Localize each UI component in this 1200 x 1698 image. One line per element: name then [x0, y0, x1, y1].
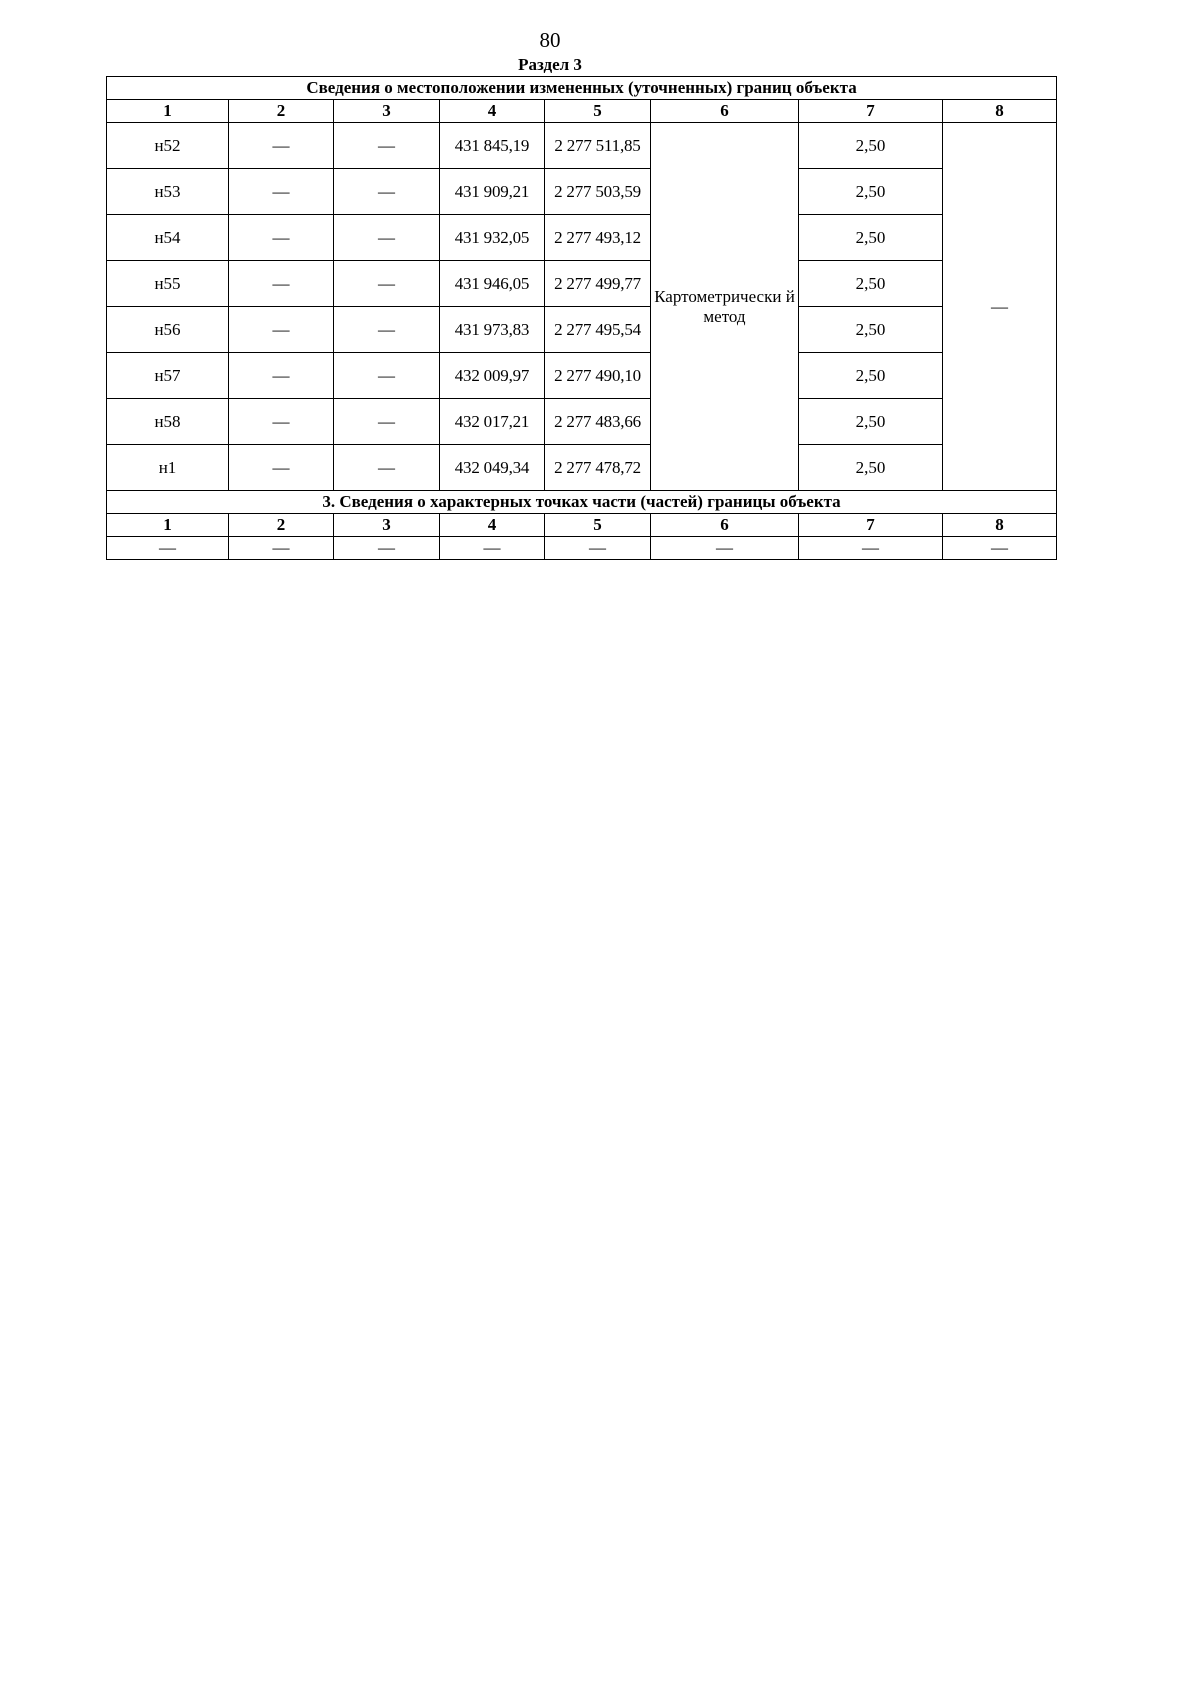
coordinate-y: 2 277 511,85 — [545, 123, 651, 169]
coordinate-x: 431 932,05 — [440, 215, 545, 261]
accuracy-value: 2,50 — [799, 169, 943, 215]
point-name: н57 — [107, 353, 229, 399]
accuracy-value: 2,50 — [799, 353, 943, 399]
point-name: н56 — [107, 307, 229, 353]
method-cell: Картометрически й метод — [651, 123, 799, 491]
point-name: н53 — [107, 169, 229, 215]
coordinate-y: 2 277 483,66 — [545, 399, 651, 445]
coordinate-y: 2 277 503,59 — [545, 169, 651, 215]
cell-dash: — — [229, 353, 334, 399]
subsection-row — [107, 537, 1057, 560]
cell-dash: — — [334, 215, 440, 261]
column-number: 7 — [799, 514, 943, 537]
table-row — [107, 399, 1057, 445]
column-number: 1 — [107, 514, 229, 537]
column-number: 3 — [334, 514, 440, 537]
page-number: 80 — [539, 28, 561, 52]
table-row — [107, 123, 1057, 169]
cell-dash: — — [229, 215, 334, 261]
column-number: 6 — [651, 100, 799, 123]
table-row — [107, 261, 1057, 307]
cell-dash: — — [107, 537, 229, 560]
column-number: 2 — [229, 100, 334, 123]
coordinate-y: 2 277 495,54 — [545, 307, 651, 353]
coordinate-y: 2 277 478,72 — [545, 445, 651, 491]
accuracy-value: 2,50 — [799, 307, 943, 353]
cell-dash: — — [334, 445, 440, 491]
coordinate-x: 432 017,21 — [440, 399, 545, 445]
column-number: 8 — [943, 514, 1057, 537]
accuracy-value: 2,50 — [799, 215, 943, 261]
column-number: 5 — [545, 514, 651, 537]
column-number: 6 — [651, 514, 799, 537]
cell-dash: — — [651, 537, 799, 560]
cell-dash: — — [229, 169, 334, 215]
table-row — [107, 353, 1057, 399]
accuracy-value: 2,50 — [799, 261, 943, 307]
cell-dash: — — [334, 537, 440, 560]
point-name: н52 — [107, 123, 229, 169]
point-name: н1 — [107, 445, 229, 491]
cell-dash: — — [799, 537, 943, 560]
subsection-title-row — [107, 491, 1057, 514]
cell-dash: — — [229, 399, 334, 445]
cell-dash: — — [229, 307, 334, 353]
column8-cell: — — [943, 123, 1057, 491]
cell-dash: — — [334, 399, 440, 445]
column-number: 1 — [107, 100, 229, 123]
boundary-table — [106, 76, 1057, 560]
cell-dash: — — [229, 123, 334, 169]
accuracy-value: 2,50 — [799, 445, 943, 491]
coordinate-x: 431 845,19 — [440, 123, 545, 169]
subsection-title: 3. Сведения о характерных точках части (частей) границы объекта — [107, 491, 1057, 514]
coordinate-y: 2 277 490,10 — [545, 353, 651, 399]
accuracy-value: 2,50 — [799, 399, 943, 445]
coordinate-x: 431 909,21 — [440, 169, 545, 215]
table-row — [107, 307, 1057, 353]
subsection-column-number-row — [107, 514, 1057, 537]
point-name: н55 — [107, 261, 229, 307]
table-row — [107, 169, 1057, 215]
table-row — [107, 445, 1057, 491]
section-title: Раздел 3 — [518, 55, 582, 74]
table-title: Сведения о местоположении измененных (уточненных) границ объекта — [107, 77, 1057, 100]
cell-dash: — — [229, 261, 334, 307]
accuracy-value: 2,50 — [799, 123, 943, 169]
coordinate-x: 432 009,97 — [440, 353, 545, 399]
cell-dash: — — [334, 261, 440, 307]
column-number: 7 — [799, 100, 943, 123]
cell-dash: — — [334, 307, 440, 353]
column-number: 4 — [440, 100, 545, 123]
column-number-row — [107, 100, 1057, 123]
column-number: 3 — [334, 100, 440, 123]
coordinate-y: 2 277 499,77 — [545, 261, 651, 307]
cell-dash: — — [334, 169, 440, 215]
cell-dash: — — [440, 537, 545, 560]
coordinate-y: 2 277 493,12 — [545, 215, 651, 261]
cell-dash: — — [334, 353, 440, 399]
coordinate-x: 431 973,83 — [440, 307, 545, 353]
column-number: 5 — [545, 100, 651, 123]
column-number: 4 — [440, 514, 545, 537]
cell-dash: — — [229, 445, 334, 491]
table-row — [107, 215, 1057, 261]
cell-dash: — — [334, 123, 440, 169]
cell-dash: — — [943, 537, 1057, 560]
point-name: н54 — [107, 215, 229, 261]
coordinate-x: 432 049,34 — [440, 445, 545, 491]
point-name: н58 — [107, 399, 229, 445]
coordinate-x: 431 946,05 — [440, 261, 545, 307]
table-title-row — [107, 77, 1057, 100]
column-number: 8 — [943, 100, 1057, 123]
column-number: 2 — [229, 514, 334, 537]
cell-dash: — — [229, 537, 334, 560]
cell-dash: — — [545, 537, 651, 560]
